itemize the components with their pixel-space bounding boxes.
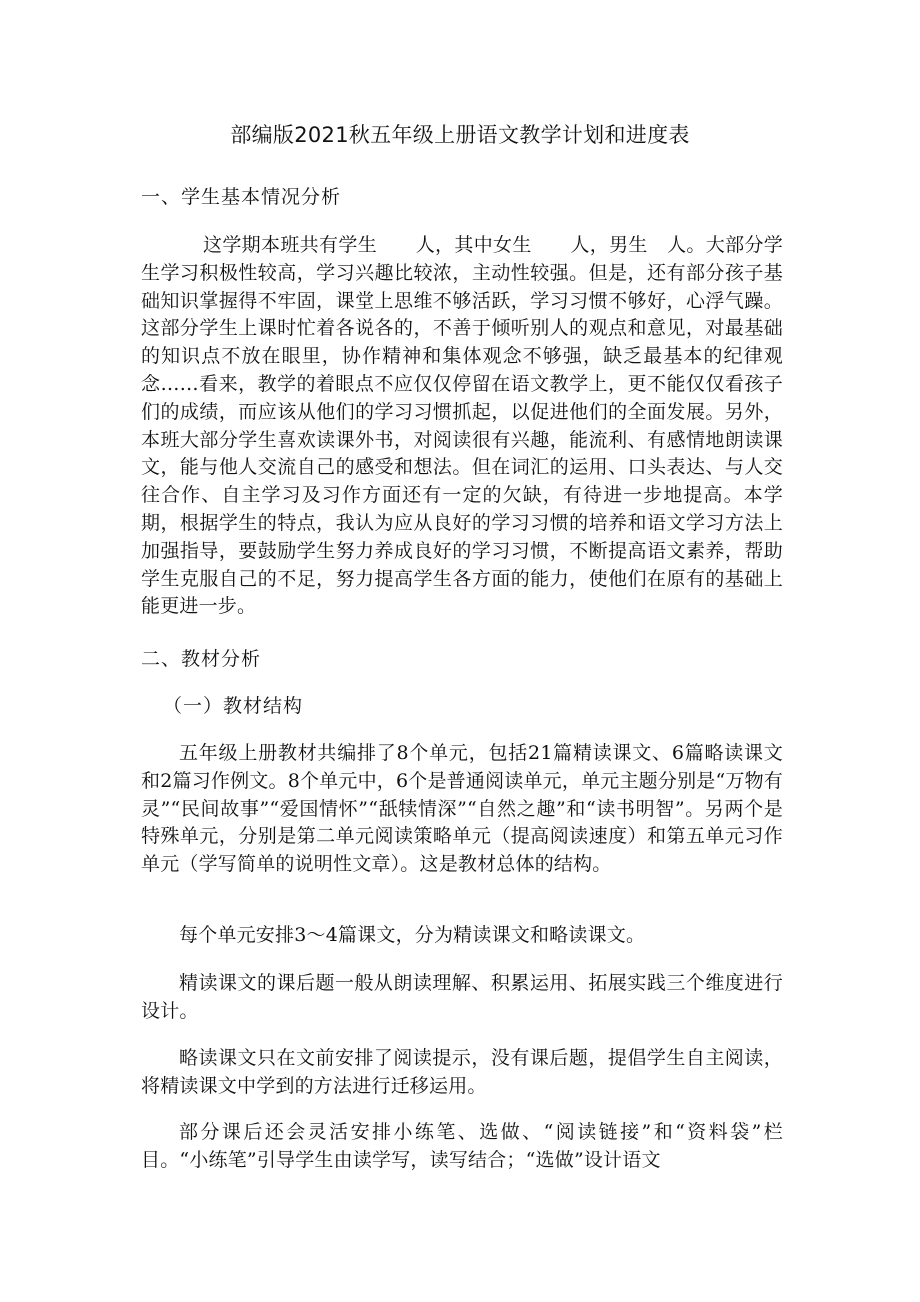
section-heading-textbook-analysis: 二、教材分析: [141, 648, 262, 670]
subsection-heading-textbook-structure: （一）教材结构: [163, 695, 304, 717]
paragraph-skim-reading: 略读课文只在文前安排了阅读提示，没有课后题，提倡学生自主阅读，将精读课文中学到的方法进行迁移运用。: [141, 1047, 783, 1097]
paragraph-textbook-structure: 五年级上册教材共编排了8个单元，包括21篇精读课文、6篇略读课文和2篇习作例文。8个单元中，6个是普通阅读单元，单元主题分别是“万物有灵”“民间故事”“爱国情怀”“舐犊情深”“自然之趣”和“读书明智”。另两个是特殊单元，分别是第二单元阅读策略单元（提高阅读速度）和第五单元习作单元（学写简单的说明性文章）。这是教材总体的结构。: [141, 742, 783, 876]
paragraph-unit-arrangement: 每个单元安排3～4篇课文，分为精读课文和略读课文。: [179, 924, 646, 946]
paragraph-after-class-extras: 部分课后还会灵活安排小练笔、选做、“阅读链接”和“资料袋”栏目。“小练笔”引导学生由读学写，读写结合；“选做”设计语文: [141, 1121, 783, 1171]
section-heading-student-analysis: 一、学生基本情况分析: [141, 186, 342, 208]
paragraph-student-analysis: 这学期本班共有学生 人，其中女生 人，男生 人。大部分学生学习积极性较高，学习兴趣比较浓，主动性较强。但是，还有部分孩子基础知识掌握得不牢固，课堂上思维不够活跃，学习习惯不够好，心浮气躁。这部分学生上课时忙着各说各的，不善于倾听别人的观点和意见，对最基础的知识点不放在眼里，协作精神和集体观念不够强，缺乏最基本的纪律观念……看来，教学的着眼点不应仅仅停留在语文教学上，更不能仅仅看孩子们的成绩，而应该从他们的学习习惯抓起，以促进他们的全面发展。另外，本班大部分学生喜欢读课外书，对阅读很有兴趣，能流利、有感情地朗读课文，能与他人交流自己的感受和想法。但在词汇的运用、口头表达、与人交往合作、自主学习及习作方面还有一定的欠缺，有待进一步地提高。本学期，根据学生的特点，我认为应从良好的学习习惯的培养和语文学习方法上加强指导，要鼓励学生努力养成良好的学习习惯，不断提高语文素养，帮助学生克服自己的不足，努力提高学生各方面的能力，使他们在原有的基础上能更进一步。: [141, 234, 783, 618]
document-title: 部编版2021秋五年级上册语文教学计划和进度表: [230, 123, 690, 147]
paragraph-intensive-reading: 精读课文的课后题一般从朗读理解、积累运用、拓展实践三个维度进行设计。: [141, 972, 783, 1022]
